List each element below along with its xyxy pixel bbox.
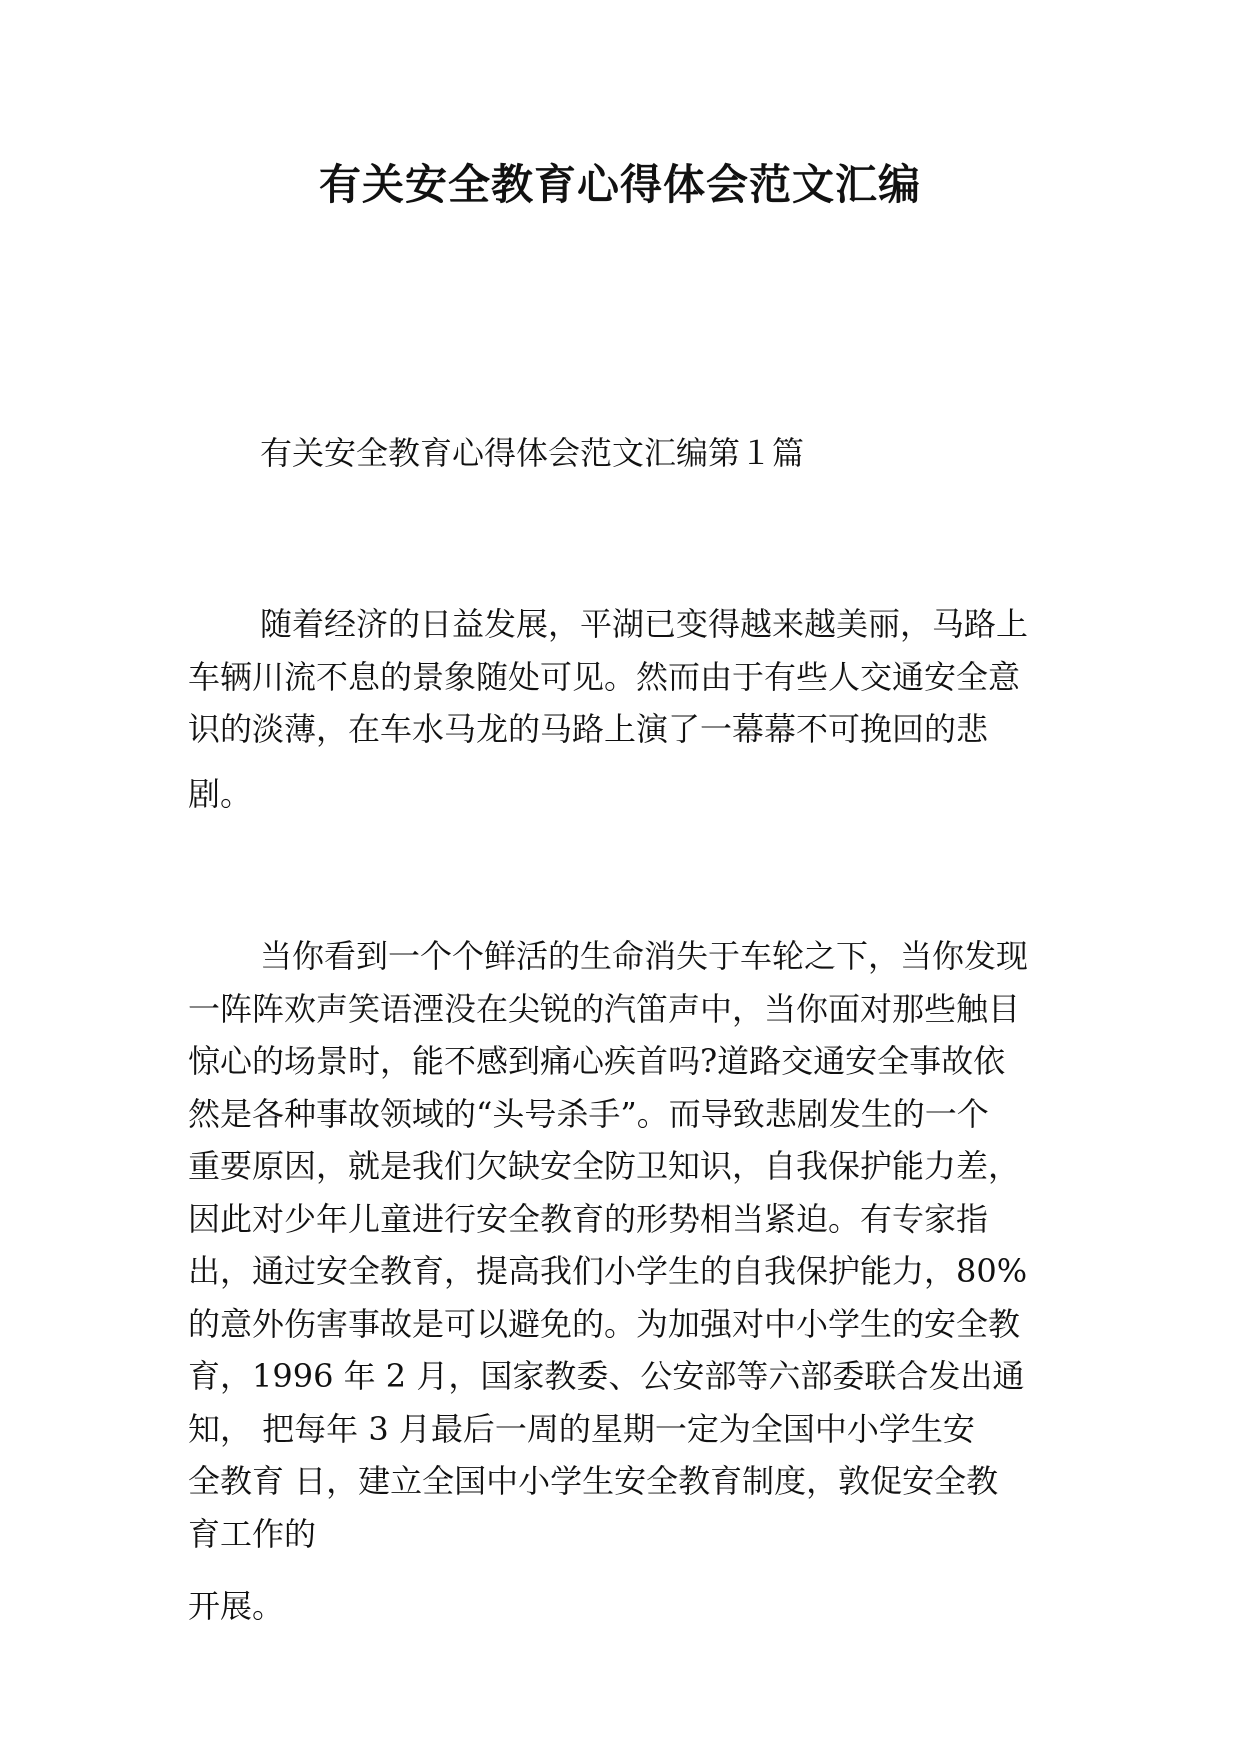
paragraph-line: 剧。 [188, 774, 253, 813]
paragraph-line: 因此对少年儿童进行安全教育的形势相当紧迫。有专家指 [188, 1199, 989, 1238]
paragraph-line: 一阵阵欢声笑语湮没在尖锐的汽笛声中，当你面对那些触目 [188, 989, 1021, 1028]
paragraph-line: 育，1996 年 2 月，国家教委、公安部等六部委联合发出通 [188, 1357, 1025, 1395]
paragraph-line: 知， 把每年 3 月最后一周的星期一定为全国中小学生安 [188, 1409, 975, 1448]
paragraph-line: 当你看到一个个鲜活的生命消失于车轮之下，当你发现 [260, 937, 1029, 975]
paragraph-2 [188, 930, 1058, 1633]
paragraph-line: 开展。 [188, 1587, 285, 1625]
paragraph-1 [188, 598, 1058, 820]
section-heading: 有关安全教育心得体会范文汇编第１篇 [260, 434, 805, 472]
paragraph-line: 车辆川流不息的景象随处可见。然而由于有些人交通安全意 [188, 657, 1021, 696]
paragraph-line: 出，通过安全教育，提高我们小学生的自我保护能力，80% [188, 1252, 1028, 1290]
paragraph-line: 识的淡薄，在车水马龙的马路上演了一幕幕不可挽回的悲 [188, 710, 989, 748]
paragraph-line: 的意外伤害事故是可以避免的。为加强对中小学生的安全教 [188, 1304, 1021, 1343]
document-title: 有关安全教育心得体会范文汇编 [318, 160, 921, 209]
paragraph-line: 重要原因，就是我们欠缺安全防卫知识，自我保护能力差， [188, 1147, 1021, 1185]
paragraph-line: 育工作的 [188, 1514, 317, 1553]
paragraph-line: 随着经济的日益发展，平湖已变得越来越美丽，马路上 [260, 605, 1029, 643]
paragraph-line: 全教育 日，建立全国中小学生安全教育制度，敦促安全教 [188, 1462, 999, 1500]
paragraph-line: 然是各种事故领域的“头号杀手”。而导致悲剧发生的一个 [188, 1094, 989, 1133]
paragraph-line: 惊心的场景时，能不感到痛心疾首吗?道路交通安全事故依 [188, 1042, 1006, 1080]
